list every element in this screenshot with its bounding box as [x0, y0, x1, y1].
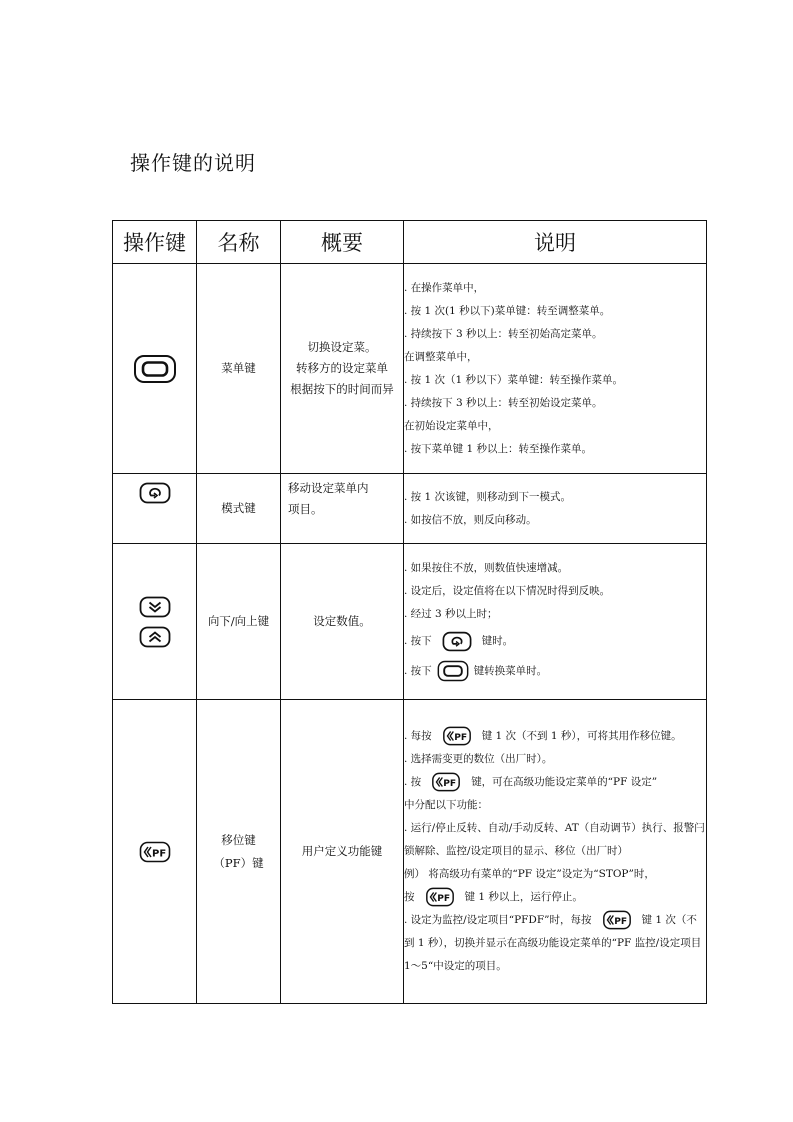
- desc-line: 在调整菜单中，: [404, 350, 478, 363]
- description-cell: [404, 544, 707, 700]
- desc-line: . 如按信不放，则反向移动。: [404, 513, 537, 526]
- pf-key-icon: [602, 910, 632, 930]
- desc-line: . 按 1 次（1 秒以下）菜单键：转至操作菜单。: [404, 373, 624, 386]
- desc-line: . 按 1 次该键，则移动到下一模式。: [404, 490, 572, 503]
- desc-line: . 按 1 次(1 秒以下)菜单键：转至调整菜单。: [404, 304, 611, 317]
- key-name: 移位键: [221, 832, 256, 847]
- svg-text:PF: PF: [151, 848, 166, 859]
- key-cell: [113, 700, 197, 1004]
- desc-line: . 经过 3 秒以上时；: [404, 608, 498, 620]
- desc-line: 在初始设定菜单中，: [404, 419, 499, 432]
- key-name-cell: [197, 700, 281, 1004]
- header-key: 操作键: [113, 221, 197, 264]
- mode-key-icon: [139, 482, 171, 504]
- summary-line: 移动设定菜单内: [288, 481, 369, 495]
- table-row: [113, 474, 707, 544]
- desc-text: 按: [404, 891, 415, 903]
- pf-key-inline: [425, 887, 455, 907]
- key-name-cell: [197, 544, 281, 700]
- desc-text: 键 1 次（不到 1 秒），可将其用作移位键。: [481, 730, 682, 742]
- key-cell: [113, 264, 197, 474]
- key-name-cell: [197, 264, 281, 474]
- menu-key-inline: [436, 660, 470, 682]
- desc-line: . 按下菜单键 1 秒以上：转至操作菜单。: [404, 442, 593, 455]
- pf-key-icon: [431, 772, 461, 792]
- table-header-row: [113, 221, 707, 264]
- header-description: 说明: [404, 221, 707, 264]
- key-name: （PF）键: [213, 855, 264, 870]
- desc-text: 键时。: [481, 635, 514, 647]
- summary-cell: [281, 474, 404, 544]
- key-cell: [113, 474, 197, 544]
- key-name-cell: [197, 474, 281, 544]
- desc-line: [404, 909, 706, 978]
- desc-text: . 设定为监控/设定项目“PFDF”时，每按: [404, 914, 592, 926]
- desc-line: 例） 将高级功有菜单的“PF 设定”设定为“STOP”时，: [404, 868, 655, 880]
- summary-line: 切换设定菜。: [307, 340, 377, 354]
- summary-line: 设定数值。: [313, 614, 371, 628]
- down-key-icon: [139, 596, 171, 618]
- summary-cell: [281, 544, 404, 700]
- description-cell: [404, 264, 707, 474]
- desc-line: . 在操作菜单中，: [404, 281, 485, 294]
- pf-key-icon: [139, 841, 171, 863]
- desc-text: . 按下: [404, 635, 432, 647]
- desc-line: [404, 656, 706, 686]
- desc-line: . 运行/停止反转、自动/手动反转、AT（自动调节）执行、报警闩锁解除、监控/设定项目的显示、移位（出厂时）: [404, 822, 705, 857]
- summary-cell: [281, 700, 404, 1004]
- menu-key-icon: [436, 660, 470, 682]
- svg-text:PF: PF: [443, 779, 457, 790]
- desc-text: . 按下: [404, 665, 432, 677]
- description-cell: [404, 474, 707, 544]
- key-name: 向下/向上键: [207, 614, 270, 628]
- up-key-icon: [139, 626, 171, 648]
- svg-text:PF: PF: [613, 917, 627, 928]
- header-summary: 概要: [281, 221, 404, 264]
- key-cell: [113, 544, 197, 700]
- desc-text: 键转换菜单时。: [473, 665, 548, 677]
- mode-key-inline: [442, 631, 472, 652]
- desc-line: . 设定后，设定值将在以下情况时得到反映。: [404, 585, 611, 597]
- table-row: [113, 544, 707, 700]
- svg-text:PF: PF: [436, 894, 450, 905]
- pf-key-icon: [442, 726, 472, 746]
- summary-line: 用户定义功能键: [301, 844, 383, 858]
- summary-cell: [281, 264, 404, 474]
- svg-text:PF: PF: [453, 733, 467, 744]
- summary-line: 项目。: [288, 502, 323, 516]
- desc-text: . 每按: [404, 730, 432, 742]
- key-name: 菜单键: [221, 361, 256, 375]
- header-name: 名称: [197, 221, 281, 264]
- desc-text: 键 1 秒以上，运行停止。: [464, 891, 583, 903]
- pf-key-icon: [425, 887, 455, 907]
- table-row: [113, 700, 707, 1004]
- desc-line: . 持续按下 3 秒以上：转至初始高定菜单。: [404, 327, 603, 340]
- pf-key-inline: [442, 726, 472, 746]
- desc-text: 键，可在高级功能设定菜单的“PF 设定”: [471, 776, 658, 788]
- desc-line: 中分配以下功能：: [404, 799, 488, 811]
- desc-line: [404, 771, 706, 794]
- description-cell: [404, 700, 707, 1004]
- desc-line: [404, 626, 706, 656]
- pf-key-inline: [602, 910, 632, 930]
- desc-line: . 选择需变更的数位（出厂时）。: [404, 753, 553, 765]
- desc-line: [404, 725, 706, 748]
- desc-line: . 持续按下 3 秒以上：转至初始设定菜单。: [404, 396, 603, 409]
- menu-key-icon: [133, 354, 177, 384]
- desc-text: . 按: [404, 776, 422, 788]
- page-title: 操作键的说明: [130, 151, 256, 175]
- desc-text: 键 1 次（不到 1 秒），切换并显示在高级功能设定菜单的“PF 监控/设定项目 1～5“中设定的项目。: [404, 914, 702, 972]
- summary-line: 转移方的设定菜单: [296, 361, 388, 375]
- key-name: 模式键: [221, 501, 256, 515]
- desc-line: . 如果按住不放，则数值快速增减。: [404, 562, 569, 574]
- mode-key-icon: [442, 631, 472, 652]
- table-row: [113, 264, 707, 474]
- desc-line: [404, 886, 706, 909]
- summary-line: 根据按下的时间而异: [290, 382, 394, 396]
- operation-keys-table: [112, 220, 707, 1004]
- pf-key-inline: [431, 772, 461, 792]
